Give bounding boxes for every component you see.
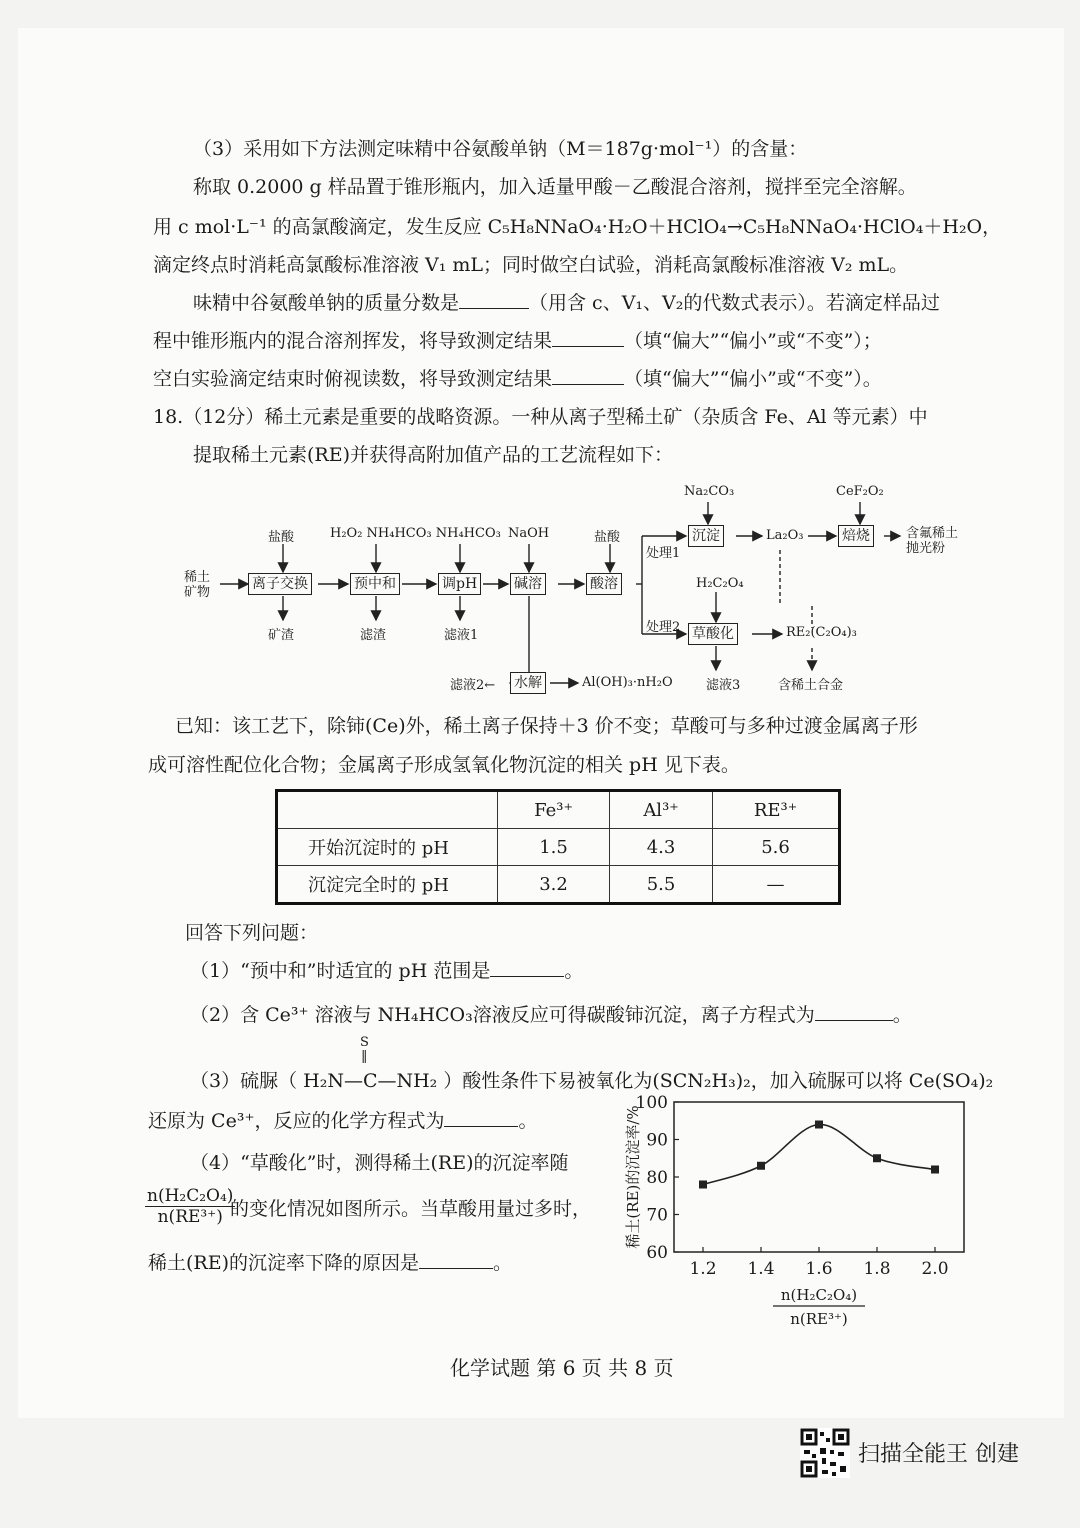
x-tick-label: 1.4	[747, 1259, 775, 1279]
fraction-numerator: n(H₂C₂O₄)	[147, 1186, 234, 1206]
answer-blank[interactable]	[552, 328, 624, 347]
hcl-label: 盐酸	[268, 530, 295, 545]
data-point	[815, 1121, 823, 1129]
answer-blank[interactable]	[444, 1108, 518, 1127]
roast-box: 焙烧	[838, 525, 874, 547]
known-line2: 成可溶性配位化合物；金属离子形成氢氧化物沉淀的相关 pH 见下表。	[148, 754, 740, 776]
product-label: 含氟稀土抛光粉	[906, 526, 959, 556]
answer-prompt: 回答下列问题：	[185, 922, 319, 944]
h2c2o4-label: H₂C₂O₄	[696, 576, 744, 591]
q18-part4-line2: 的变化情况如图所示。当草酸用量过多时，	[230, 1198, 592, 1220]
q17-3-line4: 味精中谷氨酸单钠的质量分数是 （用含 c、V₁、V₂的代数式表示）。若滴定样品过	[193, 292, 940, 314]
precipitation-rate-chart	[620, 1090, 980, 1330]
x-tick-label: 1.8	[863, 1259, 891, 1279]
treat2-label: 处理2	[646, 620, 681, 635]
y-tick-label: 70	[646, 1205, 668, 1226]
q18-line1: 18.（12分）稀土元素是重要的战略资源。一种从离子型稀土矿（杂质含 Fe、Al 等元素）中	[153, 406, 928, 428]
y-tick-label: 90	[646, 1130, 668, 1151]
answer-blank[interactable]	[552, 366, 624, 385]
q18-part4-line3: 稀土(RE)的沉淀率下降的原因是 。	[148, 1252, 513, 1274]
x-tick-label: 1.6	[805, 1259, 833, 1279]
series-line	[703, 1124, 935, 1184]
na2co3-label: Na₂CO₃	[684, 484, 735, 499]
ore-label: 稀土矿物	[184, 570, 211, 600]
la2o3-label: La₂O₃	[766, 528, 804, 543]
table-header-cell: Al³⁺	[610, 791, 713, 829]
page-footer: 化学试题 第 6 页 共 8 页	[450, 1356, 674, 1380]
ion-exchange-box: 离子交换	[248, 573, 312, 595]
answer-blank[interactable]	[419, 1250, 493, 1269]
filtrate3-label: 滤液3	[706, 678, 741, 693]
hcl-label: 盐酸	[594, 530, 621, 545]
table-cell: 沉淀完全时的 pH	[277, 866, 498, 904]
table-cell: 开始沉淀时的 pH	[277, 829, 498, 866]
data-point	[873, 1154, 881, 1162]
data-point	[699, 1181, 707, 1189]
table-row	[277, 866, 840, 904]
q18-part3-line1: （3）硫脲（ H₂N—C—NH₂ ）酸性条件下易被氧化为(SCN₂H₃)₂，加入硫脲可以将 Ce(SO₄)₂	[190, 1070, 994, 1092]
acid-dissolve-box: 酸溶	[586, 573, 622, 595]
table-cell: 5.6	[713, 829, 840, 866]
thiourea-double-bond: ‖	[361, 1049, 368, 1064]
qr-code-icon	[800, 1428, 850, 1482]
filtrate2-label: 滤液2←	[450, 678, 496, 693]
fraction-denominator: n(RE³⁺)	[157, 1207, 223, 1227]
x-tick-label: 1.2	[689, 1259, 717, 1279]
answer-blank[interactable]	[490, 958, 564, 977]
known-line1: 已知：该工艺下，除铈(Ce)外，稀土离子保持＋3 价不变；草酸可与多种过渡金属离子形	[175, 715, 918, 737]
q18-part1: （1）“预中和”时适宜的 pH 范围是 。	[190, 960, 584, 982]
cef2o2-label: CeF₂O₂	[836, 484, 884, 499]
data-point	[931, 1166, 939, 1174]
filtrate1-label: 滤液1	[444, 628, 479, 643]
pre-neutralize-box: 预中和	[350, 573, 400, 595]
table-row	[277, 829, 840, 866]
naoh-label: NaOH	[508, 526, 550, 541]
q17-3-intro: （3）采用如下方法测定味精中谷氨酸单钠（M＝187g·mol⁻¹）的含量：	[193, 138, 808, 160]
q17-3-line2: 用 c mol·L⁻¹ 的高氯酸滴定，发生反应 C₅H₈NNaO₄·H₂O＋HClO₄→C₅H₈NNaO₄·HClO₄＋H₂O，	[153, 216, 1002, 238]
table-header-cell: RE³⁺	[713, 791, 840, 829]
x-axis-label-numerator: n(H₂C₂O₄)	[780, 1286, 858, 1304]
hydrolysis-box: 水解	[510, 672, 546, 694]
x-tick-label: 2.0	[921, 1259, 949, 1279]
thiourea-s-atom: S	[360, 1035, 369, 1050]
adjust-ph-box: 调pH	[438, 573, 481, 595]
scanner-watermark: 扫描全能王 创建	[858, 1442, 1019, 1467]
x-axis-label-denominator: n(RE³⁺)	[790, 1310, 848, 1328]
oxalate-box: 草酸化	[688, 623, 738, 645]
alloy-label: 含稀土合金	[778, 678, 844, 693]
q18-part2: （2）含 Ce³⁺ 溶液与 NH₄HCO₃溶液反应可得碳酸铈沉淀，离子方程式为 。	[190, 1004, 912, 1026]
q18-part4-fraction	[145, 1186, 235, 1227]
alkali-dissolve-box: 碱溶	[510, 573, 546, 595]
q17-3-line1: 称取 0.2000 g 样品置于锥形瓶内，加入适量甲酸－乙酸混合溶剂，搅拌至完全溶解。	[193, 176, 917, 198]
ph-table	[275, 789, 841, 905]
y-axis-label: 稀土(RE)的沉淀率/%	[624, 1105, 642, 1249]
q17-3-line5: 程中锥形瓶内的混合溶剂挥发，将导致测定结果 （填“偏大”“偏小”或“不变”）；	[153, 330, 882, 352]
table-cell: —	[713, 866, 840, 904]
q18-part4-line1: （4）“草酸化”时，测得稀土(RE)的沉淀率随	[190, 1152, 569, 1174]
data-point	[757, 1162, 765, 1170]
process-flow-diagram	[180, 478, 1000, 698]
table-header-cell	[277, 791, 498, 829]
residue-label: 矿渣	[268, 628, 295, 643]
y-tick-label: 100	[635, 1093, 668, 1113]
answer-blank[interactable]	[459, 290, 529, 309]
aloh-label: Al(OH)₃·nH₂O	[582, 675, 673, 690]
filter-residue-label: 滤渣	[360, 628, 387, 643]
table-cell: 3.2	[498, 866, 610, 904]
re-oxalate-label: RE₂(C₂O₄)₃	[786, 625, 857, 640]
q17-3-line6: 空白实验滴定结束时俯视读数，将导致测定结果 （填“偏大”“偏小”或“不变”）。	[153, 368, 882, 390]
table-header-row	[277, 791, 840, 829]
q18-part3-line2: 还原为 Ce³⁺，反应的化学方程式为 。	[148, 1110, 538, 1132]
answer-blank[interactable]	[815, 1002, 893, 1021]
q17-3-line3: 滴定终点时消耗高氯酸标准溶液 V₁ mL；同时做空白试验，消耗高氯酸标准溶液 V₂ mL。	[153, 254, 909, 276]
precipitate-box: 沉淀	[688, 525, 724, 547]
q18-line2: 提取稀土元素(RE)并获得高附加值产品的工艺流程如下：	[193, 444, 674, 466]
y-tick-label: 80	[646, 1168, 668, 1188]
table-cell: 1.5	[498, 829, 610, 866]
reagent-label: H₂O₂ NH₄HCO₃ NH₄HCO₃	[330, 526, 501, 541]
y-tick-label: 60	[646, 1243, 668, 1263]
table-header-cell: Fe³⁺	[498, 791, 610, 829]
table-cell: 5.5	[610, 866, 713, 904]
treat1-label: 处理1	[646, 546, 681, 561]
chart-svg	[620, 1090, 980, 1330]
table-cell: 4.3	[610, 829, 713, 866]
